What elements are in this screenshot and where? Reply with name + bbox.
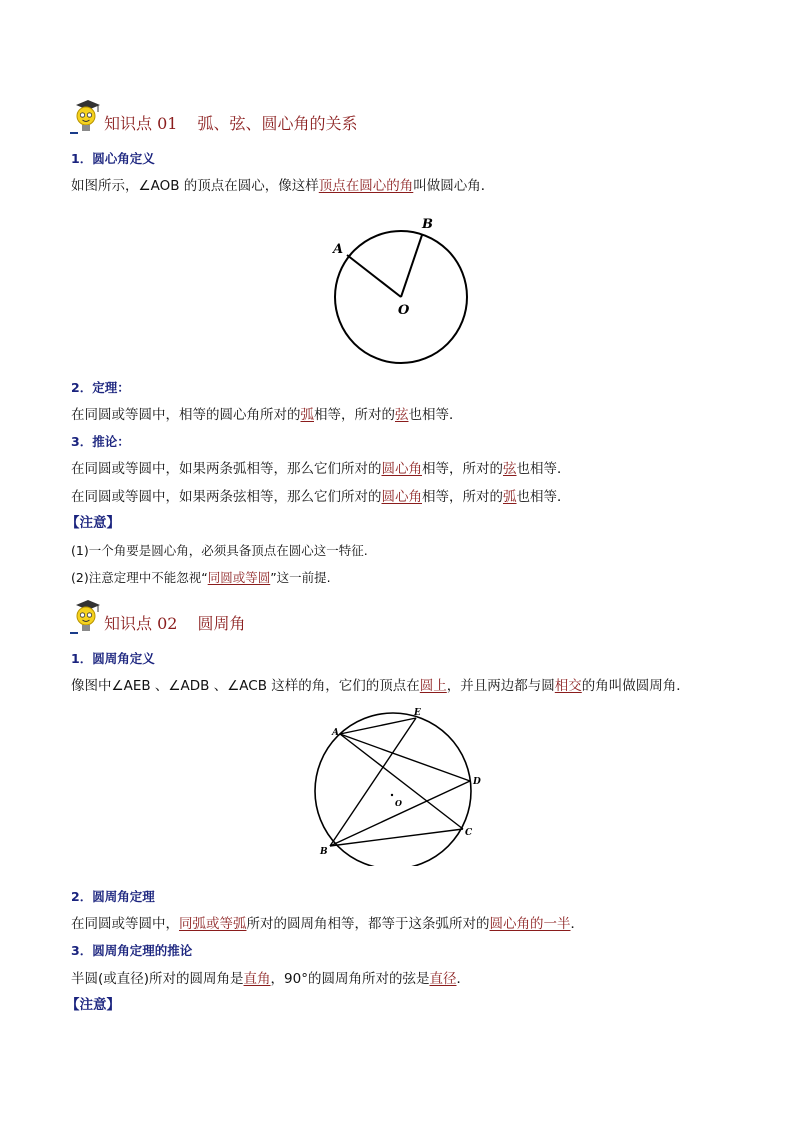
- section1-note-1: (1)一个角要是圆心角，必须具备顶点在圆心这一特征.: [71, 543, 368, 558]
- point-label-b: B: [422, 217, 433, 232]
- section1-corollary-2: 在同圆或等圆中，如果两条弦相等，那么它们所对的圆心角相等，所对的弧也相等．: [71, 489, 571, 505]
- section1-title: 知识点 01: [104, 114, 178, 133]
- section1-subtitle: 弧、弦、圆心角的关系: [197, 114, 358, 133]
- section1-heading: [70, 96, 357, 136]
- section1-note-heading: 【注意】: [66, 515, 120, 531]
- section2-theorem-heading: 2．圆周角定理: [71, 889, 155, 904]
- section2-subtitle: 圆周角: [197, 614, 246, 633]
- point-label-o: O: [395, 798, 402, 808]
- section2-note-heading: 【注意】: [66, 997, 120, 1013]
- point-label-a: A: [333, 242, 344, 257]
- section2-corollary-text: 半圆(或直径)所对的圆周角是直角，90°的圆周角所对的弦是直径．: [71, 971, 470, 987]
- section1-def-text: 如图所示，∠AOB 的顶点在圆心，像这样顶点在圆心的角叫做圆心角．: [71, 178, 495, 194]
- point-label-o: O: [398, 303, 410, 318]
- point-label-b: B: [320, 847, 328, 857]
- section1-def-heading: 1．圆心角定义: [71, 151, 155, 166]
- section2-heading: [70, 596, 245, 636]
- section2-corollary-heading: 3．圆周角定理的推论: [71, 943, 193, 958]
- point-label-e: E: [414, 708, 421, 718]
- point-label-c: C: [465, 828, 473, 838]
- inscribed-angle-figure: [300, 706, 500, 866]
- graduate-lightbulb-icon: [70, 98, 102, 136]
- section1-corollary-1: 在同圆或等圆中，如果两条弧相等，那么它们所对的圆心角相等，所对的弦也相等．: [71, 461, 571, 477]
- section2-def-heading: 1．圆周角定义: [71, 651, 155, 666]
- section2-def-text: 像图中∠AEB 、∠ADB 、∠ACB 这样的角，它们的顶点在圆上，并且两边都与圆相交的角叫做圆周角．: [71, 678, 690, 694]
- point-label-a: A: [332, 728, 339, 738]
- section1-corollary-heading: 3．推论：: [71, 434, 130, 449]
- central-angle-figure: [325, 210, 475, 375]
- section1-theorem-text: 在同圆或等圆中，相等的圆心角所对的弧相等，所对的弦也相等．: [71, 407, 463, 423]
- section1-theorem-heading: 2．定理：: [71, 380, 130, 395]
- graduate-lightbulb-icon: [70, 598, 102, 636]
- section2-title: 知识点 02: [104, 614, 178, 633]
- section1-note-2: (2)注意定理中不能忽视“同圆或等圆”这一前提.: [71, 570, 331, 585]
- point-label-d: D: [473, 777, 481, 787]
- section2-theorem-text: 在同圆或等圆中，同弧或等弧所对的圆周角相等，都等于这条弧所对的圆心角的一半．: [71, 916, 584, 932]
